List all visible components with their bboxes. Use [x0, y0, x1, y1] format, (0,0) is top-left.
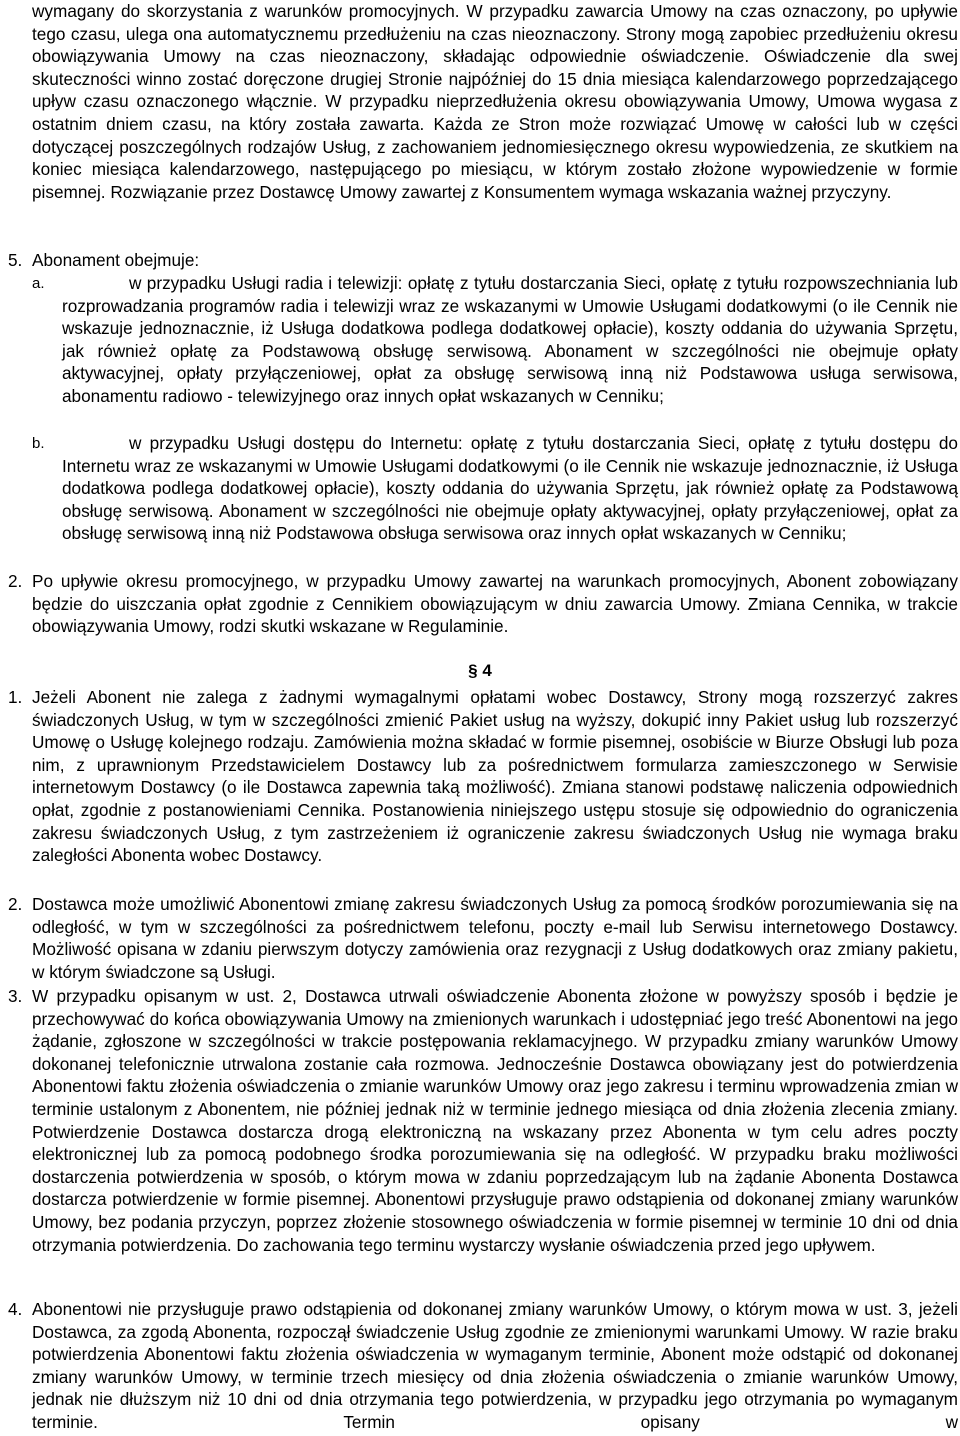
sec4-item-4-text: Abonentowi nie przysługuje prawo odstąpienia od dokonanej zmiany warunków Umowy, o którym mowa w ust. 3, jeżeli Dostawca, za zgodą Abonenta, rozpoczął świadczenie Usług zgodnie ze zmienionymi warunkami Umowy. W razie braku potwierdzenia Abonentowi faktu złożenia oświadczenia w wymaganym terminie, Abonent może odstąpić od dokonanej zmiany warunków Umowy, w terminie trzech miesięcy od dnia złożenia oświadczenia o zmianie warunków Umowy, jednak nie dłuższym niż 10 dni od dnia otrzymania tego potwierdzenia, w przypadku jego otrzymania po wymaganym terminie. Termin opisany w: [32, 1299, 958, 1432]
sec4-item-3-text: W przypadku opisanym w ust. 2, Dostawca utrwali oświadczenie Abonenta złożone w powyższy sposób i będzie je przechowywać do końca obowiązywania Umowy na zmienionych warunkach i udostępniać jego treść Abonentowi na jego żądanie, zgłoszone w szczególności w trakcie postępowania reklamacyjnego. W przypadku zmiany warunków Umowy dokonanej telefonicznie utrwalona zostanie cała rozmowa. Jednocześnie Dostawca obowiązany jest do potwierdzenia Abonentowi faktu złożenia oświadczenia o zmianie warunków Umowy oraz jego zakresu i terminu wprowadzenia zmian w terminie ustalonym z Abonentem, nie później jednak niż w terminie jednego miesiąca od dnia złożenia zlecenia zmiany. Potwierdzenie Dostawca dostarcza drogą elektroniczną na wskazany przez Abonenta w tym celu adres poczty elektronicznej lub za pomocą podobnego środka porozumiewania się na odległość. W przypadku braku możliwości dostarczenia potwierdzenia w sposób, o którym mowa w zdaniu poprzedzającym lub na żądanie Abonenta Dostawca dostarcza potwierdzenie w formie pisemnej. Abonentowi przysługuje prawo odstąpienia od dokonanej zmiany warunków Umowy, bez podania przyczyn, poprzez złożenie stosownego oświadczenia w formie pisemnej w terminie 10 dni od dnia otrzymania potwierdzenia. Do zachowania tego terminu wystarczy wysłanie oświadczenia przed jego upływem.: [32, 986, 958, 1255]
item-2-number: 2.: [8, 571, 23, 591]
item-2-text: Po upływie okresu promocyjnego, w przypadku Umowy zawartej na warunkach promocyjnych, Abonent zobowiązany będzie do uiszczania opłat zgodnie z Cennikiem obowiązującym w dniu zawarcia Umowy. Zmiana Cennika, w trakcie obowiązywania Umowy, rodzi skutki wskazane w Regulaminie.: [32, 571, 958, 637]
sec4-item-1-text: Jeżeli Abonent nie zalega z żadnymi wymagalnymi opłatami wobec Dostawcy, Strony mogą rozszerzyć zakres świadczonych Usług, w tym w szczególności zmienić Pakiet usług na wyższy, dokupić inny Pakiet usług lub rozszerzyć Umowę o Usługę kolejnego rodzaju. Zamówienia można składać w formie pisemnej, osobiście w Biurze Obsługi lub poza nim, z uprawnionym Przedstawicielem Dostawcy lub za pośrednictwem formularza zamieszczonego w Serwisie internetowym Dostawcy (o ile Dostawca zapewnia taką możliwość). Zmiana stanowi podstawę naliczenia odpowiednich opłat, zgodnie z postanowieniami Cennika. Postanowienia niniejszego ustępu stosuje się odpowiednio do ograniczenia zakresu świadczonych Usług, z tym zastrzeżeniem iż ograniczenie zakresu świadczonych Usług nie wymaga braku zaległości Abonenta wobec Dostawcy.: [32, 687, 958, 866]
sec4-item-2-number: 2.: [8, 894, 23, 914]
section-heading: § 4: [468, 661, 492, 680]
sec4-item-4-number: 4.: [8, 1299, 23, 1319]
item-5-number: 5.: [8, 250, 23, 270]
item-5a-text: w przypadku Usługi radia i telewizji: opłatę z tytułu dostarczania Sieci, opłatę z tytułu rozpowszechniania lub rozprowadzania programów radia i telewizji wraz ze wskazanymi w Umowie Usługami dodatkowymi (o ile Cennik nie wskazuje jednoznacznie, iż Usługa dodatkowa podlega dodatkowej opłacie), koszty oddania do używania Sprzętu, jak również opłatę za Podstawową obsługę serwisową. Abonament w szczególności nie obejmuje opłaty aktywacyjnej, opłaty przyłączeniowej, opłat za obsługę serwisową inną niż Podstawowa usługa serwisowa, abonamentu radiowo - telewizyjnego oraz innych opłat wskazanych w Cenniku;: [62, 273, 958, 406]
item-5a-letter: a.: [32, 275, 45, 292]
sec4-item-1-number: 1.: [8, 687, 23, 707]
item-5b-text: w przypadku Usługi dostępu do Internetu: opłatę z tytułu dostarczania Sieci, opłatę z tytułu dostępu do Internetu wraz ze wskazanymi w Umowie Usługami dodatkowymi (o ile Cennik nie wskazuje jednoznacznie, iż Usługa dodatkowa podlega dodatkowej opłacie), koszty oddania do używania Sprzętu, jak również opłatę za Podstawową obsługę serwisową. Abonament w szczególności nie obejmuje opłaty aktywacyjnej, opłaty przyłączeniowej, opłat za obsługę serwisową inną niż Podstawowa obsługa serwisowa oraz innych opłat wskazanych w Cenniku;: [62, 433, 958, 544]
continuation-paragraph: wymagany do skorzystania z warunków promocyjnych. W przypadku zawarcia Umowy na czas oznaczony, po upływie tego czasu, ulega ona automatycznemu przedłużeniu na czas nieoznaczony. Strony mogą zapobiec przedłużeniu okresu obowiązywania Umowy na czas nieoznaczony, składając odpowiednie oświadczenie. Oświadczenie dla swej skuteczności winno zostać doręczone drugiej Stronie najpóźniej do 15 dnia miesiąca kalendarzowego poprzedzającego upływ czasu oznaczonego włącznie. W przypadku nieprzedłużenia okresu obowiązywania Umowy, Umowa wygasa z ostatnim dniem czasu, na który została zawarta. Każda ze Stron może rozwiązać Umowę w całości lub w części dotyczącej poszczególnych rodzajów Usług, z zachowaniem jednomiesięcznego okresu wypowiedzenia, ze skutkiem na koniec miesiąca kalendarzowego, następującego po miesiącu, w którym zostało złożone wypowiedzenie w formie pisemnej. Rozwiązanie przez Dostawcę Umowy zawartej z Konsumentem wymaga wskazania ważnej przyczyny.: [32, 1, 958, 202]
item-5-label: Abonament obejmuje:: [32, 250, 200, 270]
sec4-item-3-number: 3.: [8, 986, 23, 1006]
item-5b-letter: b.: [32, 435, 45, 452]
sec4-item-2-text: Dostawca może umożliwić Abonentowi zmianę zakresu świadczonych Usług za pomocą środków porozumiewania się na odległość, w tym w szczególności za pośrednictwem telefonu, poczty e-mail lub Serwisu internetowego Dostawcy. Możliwość opisana w zdaniu pierwszym dotyczy zamówienia oraz rezygnacji z Usług dodatkowych oraz zmiany pakietu, w którym świadczone są Usługi.: [32, 894, 958, 982]
